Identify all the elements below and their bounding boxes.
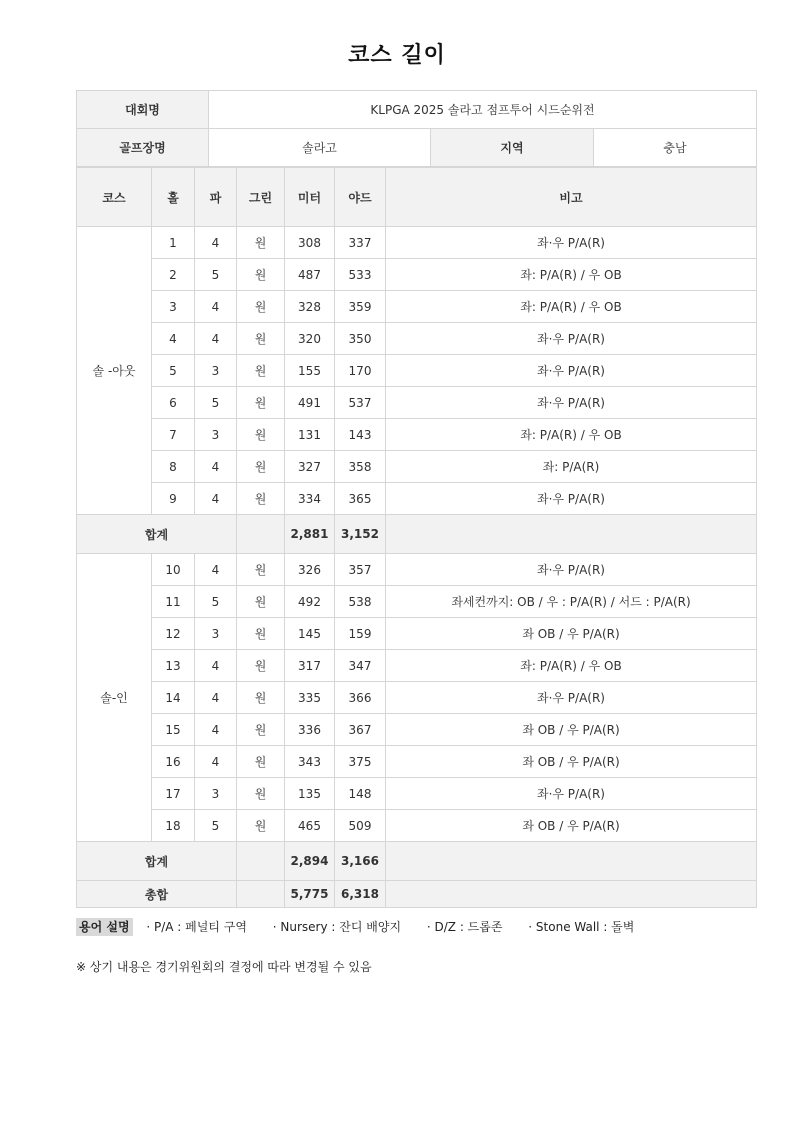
hole-par: 3	[195, 355, 237, 387]
hole-note: 좌: P/A(R) / 우 OB	[386, 259, 757, 291]
hole-green: 원	[237, 419, 285, 451]
header-meter: 미터	[285, 168, 335, 227]
hole-row	[77, 778, 757, 810]
hole-par: 3	[195, 419, 237, 451]
table-header-row	[77, 168, 757, 227]
hole-yard: 375	[335, 746, 386, 778]
event-info-table	[76, 90, 757, 167]
hole-meter: 334	[285, 483, 335, 515]
hole-note: 좌·우 P/A(R)	[386, 387, 757, 419]
course-value: 솔라고	[209, 129, 431, 167]
hole-yard: 533	[335, 259, 386, 291]
hole-par: 4	[195, 746, 237, 778]
total-yard: 6,318	[335, 881, 386, 908]
hole-green: 원	[237, 227, 285, 259]
hole-green: 원	[237, 810, 285, 842]
hole-meter: 465	[285, 810, 335, 842]
course-row	[77, 129, 757, 167]
hole-green: 원	[237, 355, 285, 387]
hole-meter: 320	[285, 323, 335, 355]
hole-yard: 337	[335, 227, 386, 259]
hole-meter: 131	[285, 419, 335, 451]
hole-number: 5	[152, 355, 195, 387]
hole-yard: 366	[335, 682, 386, 714]
hole-par: 4	[195, 682, 237, 714]
subtotal-note	[386, 515, 757, 554]
hole-note: 좌 OB / 우 P/A(R)	[386, 714, 757, 746]
hole-row	[77, 810, 757, 842]
hole-meter: 135	[285, 778, 335, 810]
hole-note: 좌·우 P/A(R)	[386, 227, 757, 259]
hole-yard: 347	[335, 650, 386, 682]
event-value: KLPGA 2025 솔라고 점프투어 시드순위전	[209, 91, 757, 129]
hole-note: 좌·우 P/A(R)	[386, 554, 757, 586]
hole-number: 9	[152, 483, 195, 515]
hole-green: 원	[237, 451, 285, 483]
hole-row	[77, 483, 757, 515]
hole-note: 좌 OB / 우 P/A(R)	[386, 618, 757, 650]
hole-row	[77, 259, 757, 291]
hole-yard: 359	[335, 291, 386, 323]
hole-number: 10	[152, 554, 195, 586]
hole-meter: 145	[285, 618, 335, 650]
total-label: 총합	[77, 881, 237, 908]
total-note	[386, 881, 757, 908]
hole-note: 좌: P/A(R) / 우 OB	[386, 291, 757, 323]
hole-par: 5	[195, 586, 237, 618]
hole-green: 원	[237, 650, 285, 682]
term-dz: · D/Z : 드롭존	[426, 920, 503, 934]
term-pa: · P/A : 페널티 구역	[146, 920, 247, 934]
hole-yard: 159	[335, 618, 386, 650]
term-nursery: · Nursery : 잔디 배양지	[272, 920, 402, 934]
hole-yard: 170	[335, 355, 386, 387]
hole-number: 12	[152, 618, 195, 650]
hole-meter: 328	[285, 291, 335, 323]
hole-yard: 538	[335, 586, 386, 618]
hole-yard: 509	[335, 810, 386, 842]
hole-note: 좌·우 P/A(R)	[386, 682, 757, 714]
hole-par: 3	[195, 778, 237, 810]
header-note: 비고	[386, 168, 757, 227]
hole-meter: 335	[285, 682, 335, 714]
hole-number: 4	[152, 323, 195, 355]
hole-green: 원	[237, 586, 285, 618]
section-name: 솔-인	[77, 554, 152, 842]
hole-number: 17	[152, 778, 195, 810]
hole-meter: 327	[285, 451, 335, 483]
hole-row	[77, 291, 757, 323]
hole-number: 1	[152, 227, 195, 259]
hole-par: 4	[195, 291, 237, 323]
course-label: 골프장명	[77, 129, 209, 167]
hole-par: 4	[195, 650, 237, 682]
hole-green: 원	[237, 483, 285, 515]
hole-par: 4	[195, 227, 237, 259]
hole-par: 5	[195, 387, 237, 419]
hole-yard: 365	[335, 483, 386, 515]
footnote: ※ 상기 내용은 경기위원회의 결정에 따라 변경될 수 있음	[76, 960, 372, 974]
hole-par: 4	[195, 451, 237, 483]
header-par: 파	[195, 168, 237, 227]
hole-meter: 492	[285, 586, 335, 618]
hole-yard: 357	[335, 554, 386, 586]
hole-row	[77, 451, 757, 483]
hole-number: 3	[152, 291, 195, 323]
hole-note: 좌·우 P/A(R)	[386, 483, 757, 515]
hole-note: 좌·우 P/A(R)	[386, 323, 757, 355]
event-row	[77, 91, 757, 129]
hole-row	[77, 554, 757, 586]
hole-yard: 350	[335, 323, 386, 355]
event-label: 대회명	[77, 91, 209, 129]
total-row	[77, 881, 757, 908]
hole-meter: 308	[285, 227, 335, 259]
subtotal-meter: 2,894	[285, 842, 335, 881]
hole-row	[77, 419, 757, 451]
hole-note: 좌세컨까지: OB / 우 : P/A(R) / 서드 : P/A(R)	[386, 586, 757, 618]
region-label: 지역	[431, 129, 594, 167]
hole-note: 좌 OB / 우 P/A(R)	[386, 746, 757, 778]
hole-meter: 491	[285, 387, 335, 419]
hole-number: 15	[152, 714, 195, 746]
subtotal-row	[77, 515, 757, 554]
hole-number: 18	[152, 810, 195, 842]
course-length-table	[76, 167, 757, 908]
hole-green: 원	[237, 618, 285, 650]
subtotal-row	[77, 842, 757, 881]
subtotal-note	[386, 842, 757, 881]
hole-row	[77, 323, 757, 355]
hole-yard: 358	[335, 451, 386, 483]
page-title: 코스 길이	[348, 43, 446, 68]
hole-green: 원	[237, 778, 285, 810]
term-stone-wall: · Stone Wall : 돌벽	[528, 920, 635, 934]
hole-meter: 326	[285, 554, 335, 586]
hole-note: 좌: P/A(R) / 우 OB	[386, 419, 757, 451]
subtotal-label: 합계	[77, 842, 237, 881]
hole-number: 13	[152, 650, 195, 682]
header-green: 그린	[237, 168, 285, 227]
subtotal-meter: 2,881	[285, 515, 335, 554]
hole-row	[77, 714, 757, 746]
hole-row	[77, 650, 757, 682]
hole-number: 11	[152, 586, 195, 618]
hole-meter: 336	[285, 714, 335, 746]
header-yard: 야드	[335, 168, 386, 227]
hole-row	[77, 355, 757, 387]
hole-row	[77, 586, 757, 618]
hole-meter: 343	[285, 746, 335, 778]
hole-note: 좌: P/A(R) / 우 OB	[386, 650, 757, 682]
hole-meter: 487	[285, 259, 335, 291]
subtotal-blank	[237, 842, 285, 881]
hole-note: 좌·우 P/A(R)	[386, 778, 757, 810]
hole-yard: 143	[335, 419, 386, 451]
subtotal-blank	[237, 515, 285, 554]
hole-number: 7	[152, 419, 195, 451]
terms-legend	[76, 918, 656, 935]
section-name: 솔 -아웃	[77, 227, 152, 515]
hole-par: 3	[195, 618, 237, 650]
subtotal-label: 합계	[77, 515, 237, 554]
hole-row	[77, 682, 757, 714]
hole-par: 5	[195, 810, 237, 842]
hole-par: 4	[195, 483, 237, 515]
hole-meter: 317	[285, 650, 335, 682]
hole-row	[77, 227, 757, 259]
hole-par: 4	[195, 714, 237, 746]
hole-number: 2	[152, 259, 195, 291]
hole-number: 6	[152, 387, 195, 419]
hole-number: 16	[152, 746, 195, 778]
hole-note: 좌·우 P/A(R)	[386, 355, 757, 387]
hole-yard: 367	[335, 714, 386, 746]
hole-yard: 148	[335, 778, 386, 810]
hole-par: 4	[195, 323, 237, 355]
hole-green: 원	[237, 714, 285, 746]
total-meter: 5,775	[285, 881, 335, 908]
hole-yard: 537	[335, 387, 386, 419]
hole-row	[77, 618, 757, 650]
hole-green: 원	[237, 682, 285, 714]
hole-green: 원	[237, 323, 285, 355]
region-value: 충남	[594, 129, 757, 167]
hole-row	[77, 387, 757, 419]
hole-green: 원	[237, 291, 285, 323]
hole-par: 5	[195, 259, 237, 291]
hole-number: 8	[152, 451, 195, 483]
terms-label: 용어 설명	[76, 918, 133, 936]
hole-note: 좌: P/A(R)	[386, 451, 757, 483]
hole-meter: 155	[285, 355, 335, 387]
hole-green: 원	[237, 259, 285, 291]
header-course: 코스	[77, 168, 152, 227]
total-blank	[237, 881, 285, 908]
hole-number: 14	[152, 682, 195, 714]
hole-green: 원	[237, 746, 285, 778]
subtotal-yard: 3,166	[335, 842, 386, 881]
hole-note: 좌 OB / 우 P/A(R)	[386, 810, 757, 842]
hole-green: 원	[237, 387, 285, 419]
hole-par: 4	[195, 554, 237, 586]
header-hole: 홀	[152, 168, 195, 227]
hole-green: 원	[237, 554, 285, 586]
hole-row	[77, 746, 757, 778]
subtotal-yard: 3,152	[335, 515, 386, 554]
